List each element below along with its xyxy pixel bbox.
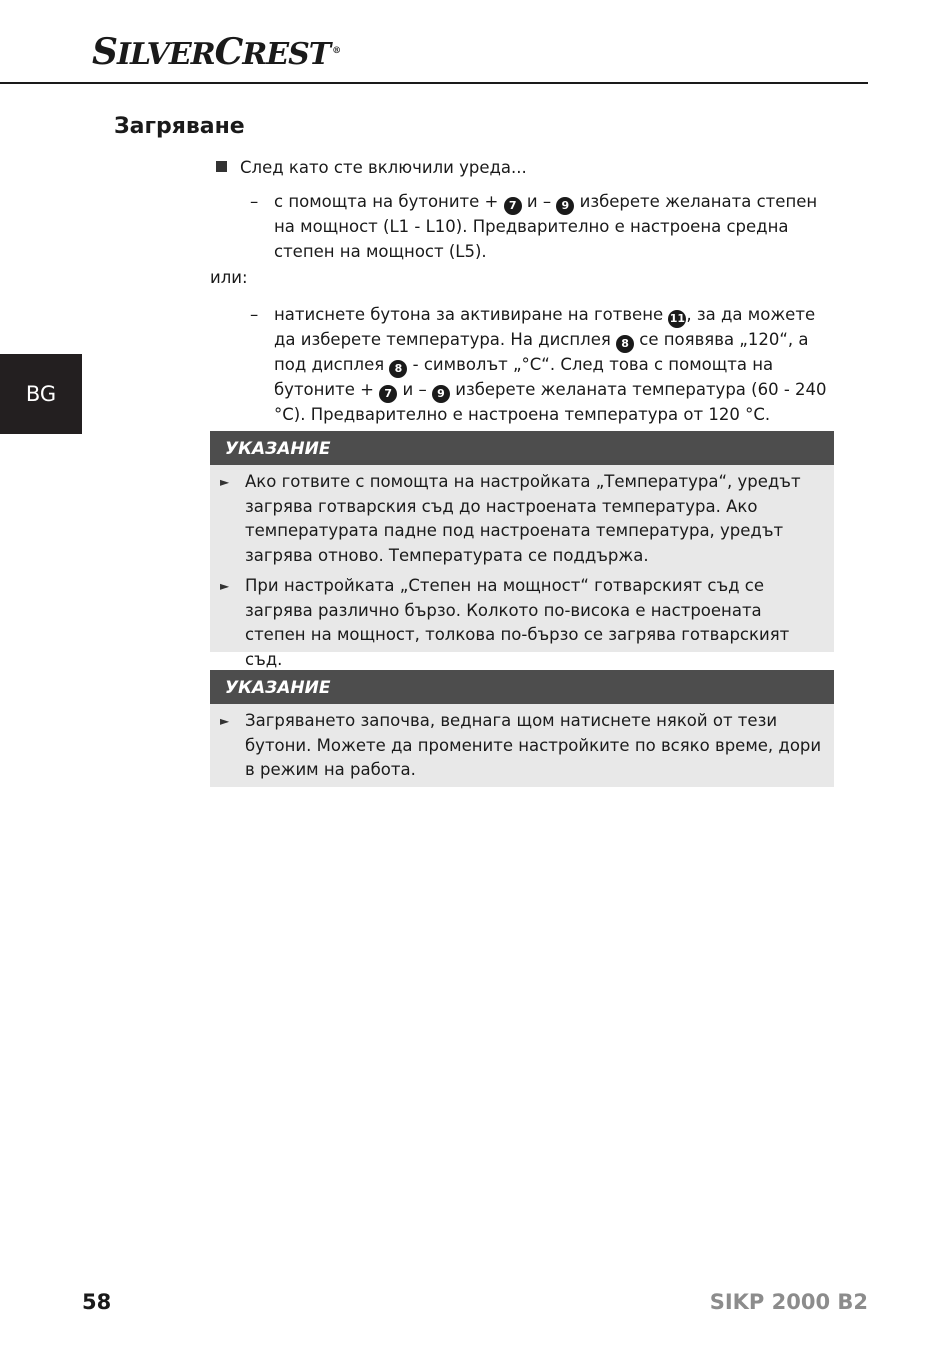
button-number-badge: 7 (379, 385, 397, 403)
note-item-text: При настройката „Степен на мощност“ готварският съд се загрява различно бързо. Колкото по-висока е настроената степен на мощност, толкова по-бързо се загрява готварският съд. (245, 576, 790, 669)
intro-text: След като сте включили уреда... (240, 158, 527, 177)
or-label: или: (210, 268, 248, 287)
note-item (210, 709, 834, 783)
option-temperature (250, 303, 830, 428)
dash-marker: – (250, 192, 259, 211)
button-number-badge: 9 (556, 197, 574, 215)
option-text: изберете желаната степен на мощност (L1 - L10). Предварително е настроена средна степен на мощност (L5). (274, 192, 818, 261)
note-item (210, 470, 834, 568)
note-item (210, 574, 834, 672)
note-item-text: Загряването започва, веднага щом натиснете някой от тези бутони. Можете да промените настройките по всяко време, дори в режим на работа. (245, 711, 822, 779)
triangle-arrow-icon: ► (220, 714, 230, 728)
display-number-badge: 8 (616, 335, 634, 353)
button-number-badge: 9 (432, 385, 450, 403)
option-text: се появява „120“, а под дисплея (274, 330, 809, 374)
button-number-badge: 11 (668, 310, 686, 328)
triangle-arrow-icon: ► (220, 579, 230, 593)
note-box-1 (210, 431, 834, 669)
option-text: , за да можете да изберете температура. На дисплея (274, 305, 816, 349)
intro-bullet (216, 156, 836, 181)
option-text: и – (402, 380, 427, 399)
language-tab (0, 354, 82, 434)
note-header: УКАЗАНИЕ (210, 670, 834, 704)
option-text: - символът „°C“. След това с помощта на бутоните + (274, 355, 774, 399)
option-text: изберете желаната температура (60 - 240 °C). Предварително е настроена температура от 120 °C. (274, 380, 827, 424)
option-text: натиснете бутона за активиране на готвене (274, 305, 664, 324)
button-number-badge: 7 (504, 197, 522, 215)
note-header: УКАЗАНИЕ (210, 431, 834, 465)
note-box-2 (210, 670, 834, 787)
triangle-arrow-icon: ► (220, 475, 230, 489)
header-divider (0, 82, 868, 84)
option-power-level (250, 190, 830, 264)
dash-marker: – (250, 305, 259, 324)
language-tab-label: BG (25, 382, 57, 406)
option-text: и – (526, 192, 552, 211)
model-number: SIKP 2000 B2 (709, 1290, 868, 1314)
square-bullet-icon (216, 161, 227, 172)
option-text: с помощта на бутоните + (274, 192, 499, 211)
display-number-badge: 8 (389, 360, 407, 378)
note-item-text: Ако готвите с помощта на настройката „Температура“, уредът загрява готварския съд до настроената температура. Ако температурата падне под настроената температура, уредът загрява отново. Температурата се поддържа. (245, 472, 801, 565)
page-number: 58 (82, 1290, 112, 1314)
section-title: Загряване (114, 114, 245, 139)
silvercrest-logo: SILVERCREST ® (92, 31, 341, 73)
